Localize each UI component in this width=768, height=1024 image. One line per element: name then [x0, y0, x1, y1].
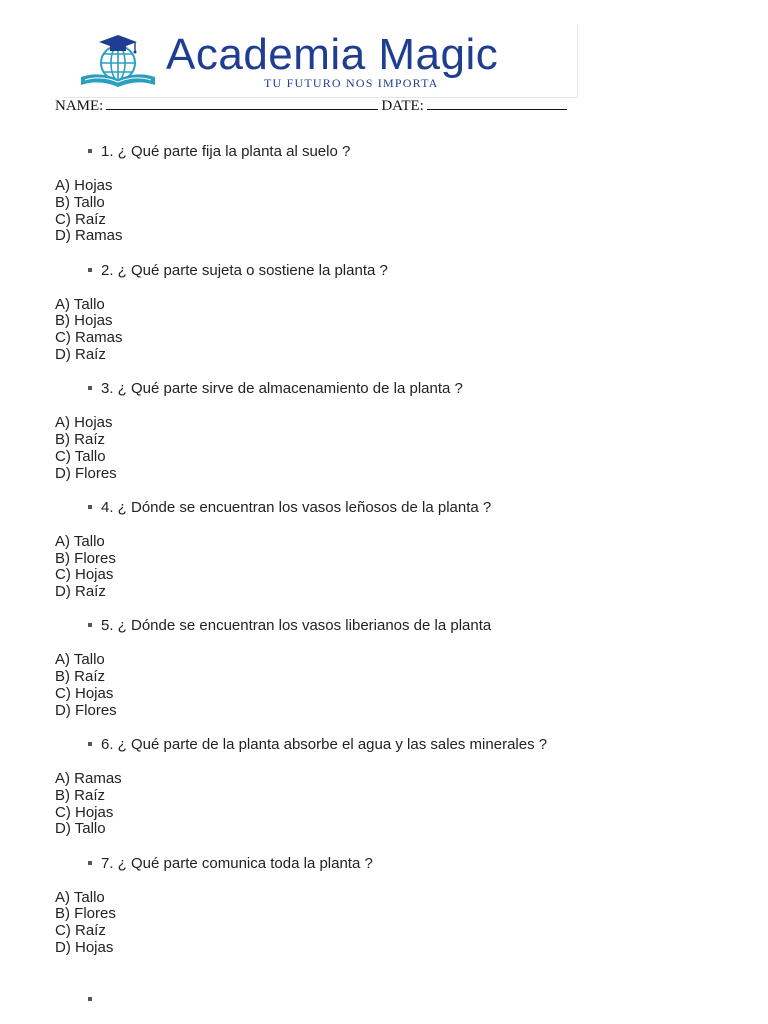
- option-c: C) Hojas: [55, 803, 114, 821]
- graduation-cap-icon: [99, 35, 137, 54]
- question-text: 3. ¿ Qué parte sirve de almacenamiento de la planta ?: [101, 380, 463, 398]
- option-b: B) Raíz: [55, 786, 106, 804]
- option-a: A) Tallo: [55, 651, 105, 669]
- option-c: C) Raíz: [55, 210, 106, 228]
- option-c: C) Raíz: [55, 922, 106, 940]
- option-c: C) Hojas: [55, 566, 114, 584]
- option-b: B) Raíz: [55, 430, 106, 448]
- bullet-icon: [88, 149, 92, 153]
- logo-banner: [63, 25, 578, 98]
- option-a: A) Tallo: [55, 888, 105, 906]
- question-item: [55, 379, 735, 498]
- question-text: 6. ¿ Qué parte de la planta absorbe el agua y las sales minerales ?: [101, 735, 548, 753]
- option-list: [55, 534, 116, 601]
- option-d: D) Flores: [55, 464, 117, 482]
- option-d: D) Raíz: [55, 583, 106, 601]
- bullet-icon: [88, 505, 92, 509]
- option-b: B) Tallo: [55, 193, 105, 211]
- name-blank-line[interactable]: [106, 97, 378, 110]
- option-d: D) Hojas: [55, 938, 114, 956]
- academia-logo-icon: [77, 33, 159, 89]
- question-item: [55, 498, 735, 617]
- brand-name: Academia Magic: [166, 30, 499, 79]
- option-list: [55, 178, 123, 245]
- option-a: A) Hojas: [55, 177, 113, 194]
- question-text: 2. ¿ Qué parte sujeta o sostiene la planta ?: [101, 261, 388, 279]
- bullet-icon: [88, 997, 92, 1001]
- question-text: 5. ¿ Dónde se encuentran los vasos liberianos de la planta: [101, 617, 492, 635]
- question-text: 7. ¿ Qué parte comunica toda la planta ?: [101, 854, 373, 872]
- question-item: [55, 616, 735, 735]
- option-a: A) Ramas: [55, 769, 122, 787]
- option-c: C) Hojas: [55, 684, 114, 702]
- option-d: D) Tallo: [55, 820, 106, 838]
- option-d: D) Flores: [55, 701, 117, 719]
- option-b: B) Raíz: [55, 668, 106, 686]
- option-a: A) Tallo: [55, 295, 105, 313]
- date-label: DATE:: [381, 98, 424, 114]
- name-date-line: [55, 97, 570, 115]
- name-label: NAME:: [55, 98, 104, 114]
- date-blank-line[interactable]: [427, 97, 567, 110]
- bullet-icon: [88, 623, 92, 627]
- question-item: [55, 735, 735, 854]
- option-b: B) Flores: [55, 905, 116, 923]
- question-item: [55, 261, 735, 380]
- option-list: [55, 297, 123, 364]
- bullet-icon: [88, 386, 92, 390]
- globe-icon: [101, 46, 135, 80]
- option-list: [55, 415, 117, 482]
- bullet-icon: [88, 861, 92, 865]
- question-text: 1. ¿ Qué parte fija la planta al suelo ?: [101, 143, 351, 160]
- option-list: [55, 771, 122, 838]
- question-text: 4. ¿ Dónde se encuentran los vasos leñosos de la planta ?: [101, 498, 492, 516]
- bullet-icon: [88, 742, 92, 746]
- option-c: C) Tallo: [55, 447, 106, 465]
- brand-tagline: TU FUTURO NOS IMPORTA: [264, 76, 439, 90]
- option-a: A) Tallo: [55, 532, 105, 550]
- option-d: D) Raíz: [55, 345, 106, 363]
- option-c: C) Ramas: [55, 329, 123, 347]
- question-list: [55, 142, 735, 972]
- question-item: [55, 854, 735, 973]
- bullet-icon: [88, 268, 92, 272]
- option-b: B) Hojas: [55, 312, 113, 330]
- question-item: [55, 142, 735, 261]
- option-list: [55, 652, 117, 719]
- option-d: D) Ramas: [55, 227, 123, 245]
- option-b: B) Flores: [55, 549, 116, 567]
- option-list: [55, 890, 116, 957]
- option-a: A) Hojas: [55, 414, 113, 432]
